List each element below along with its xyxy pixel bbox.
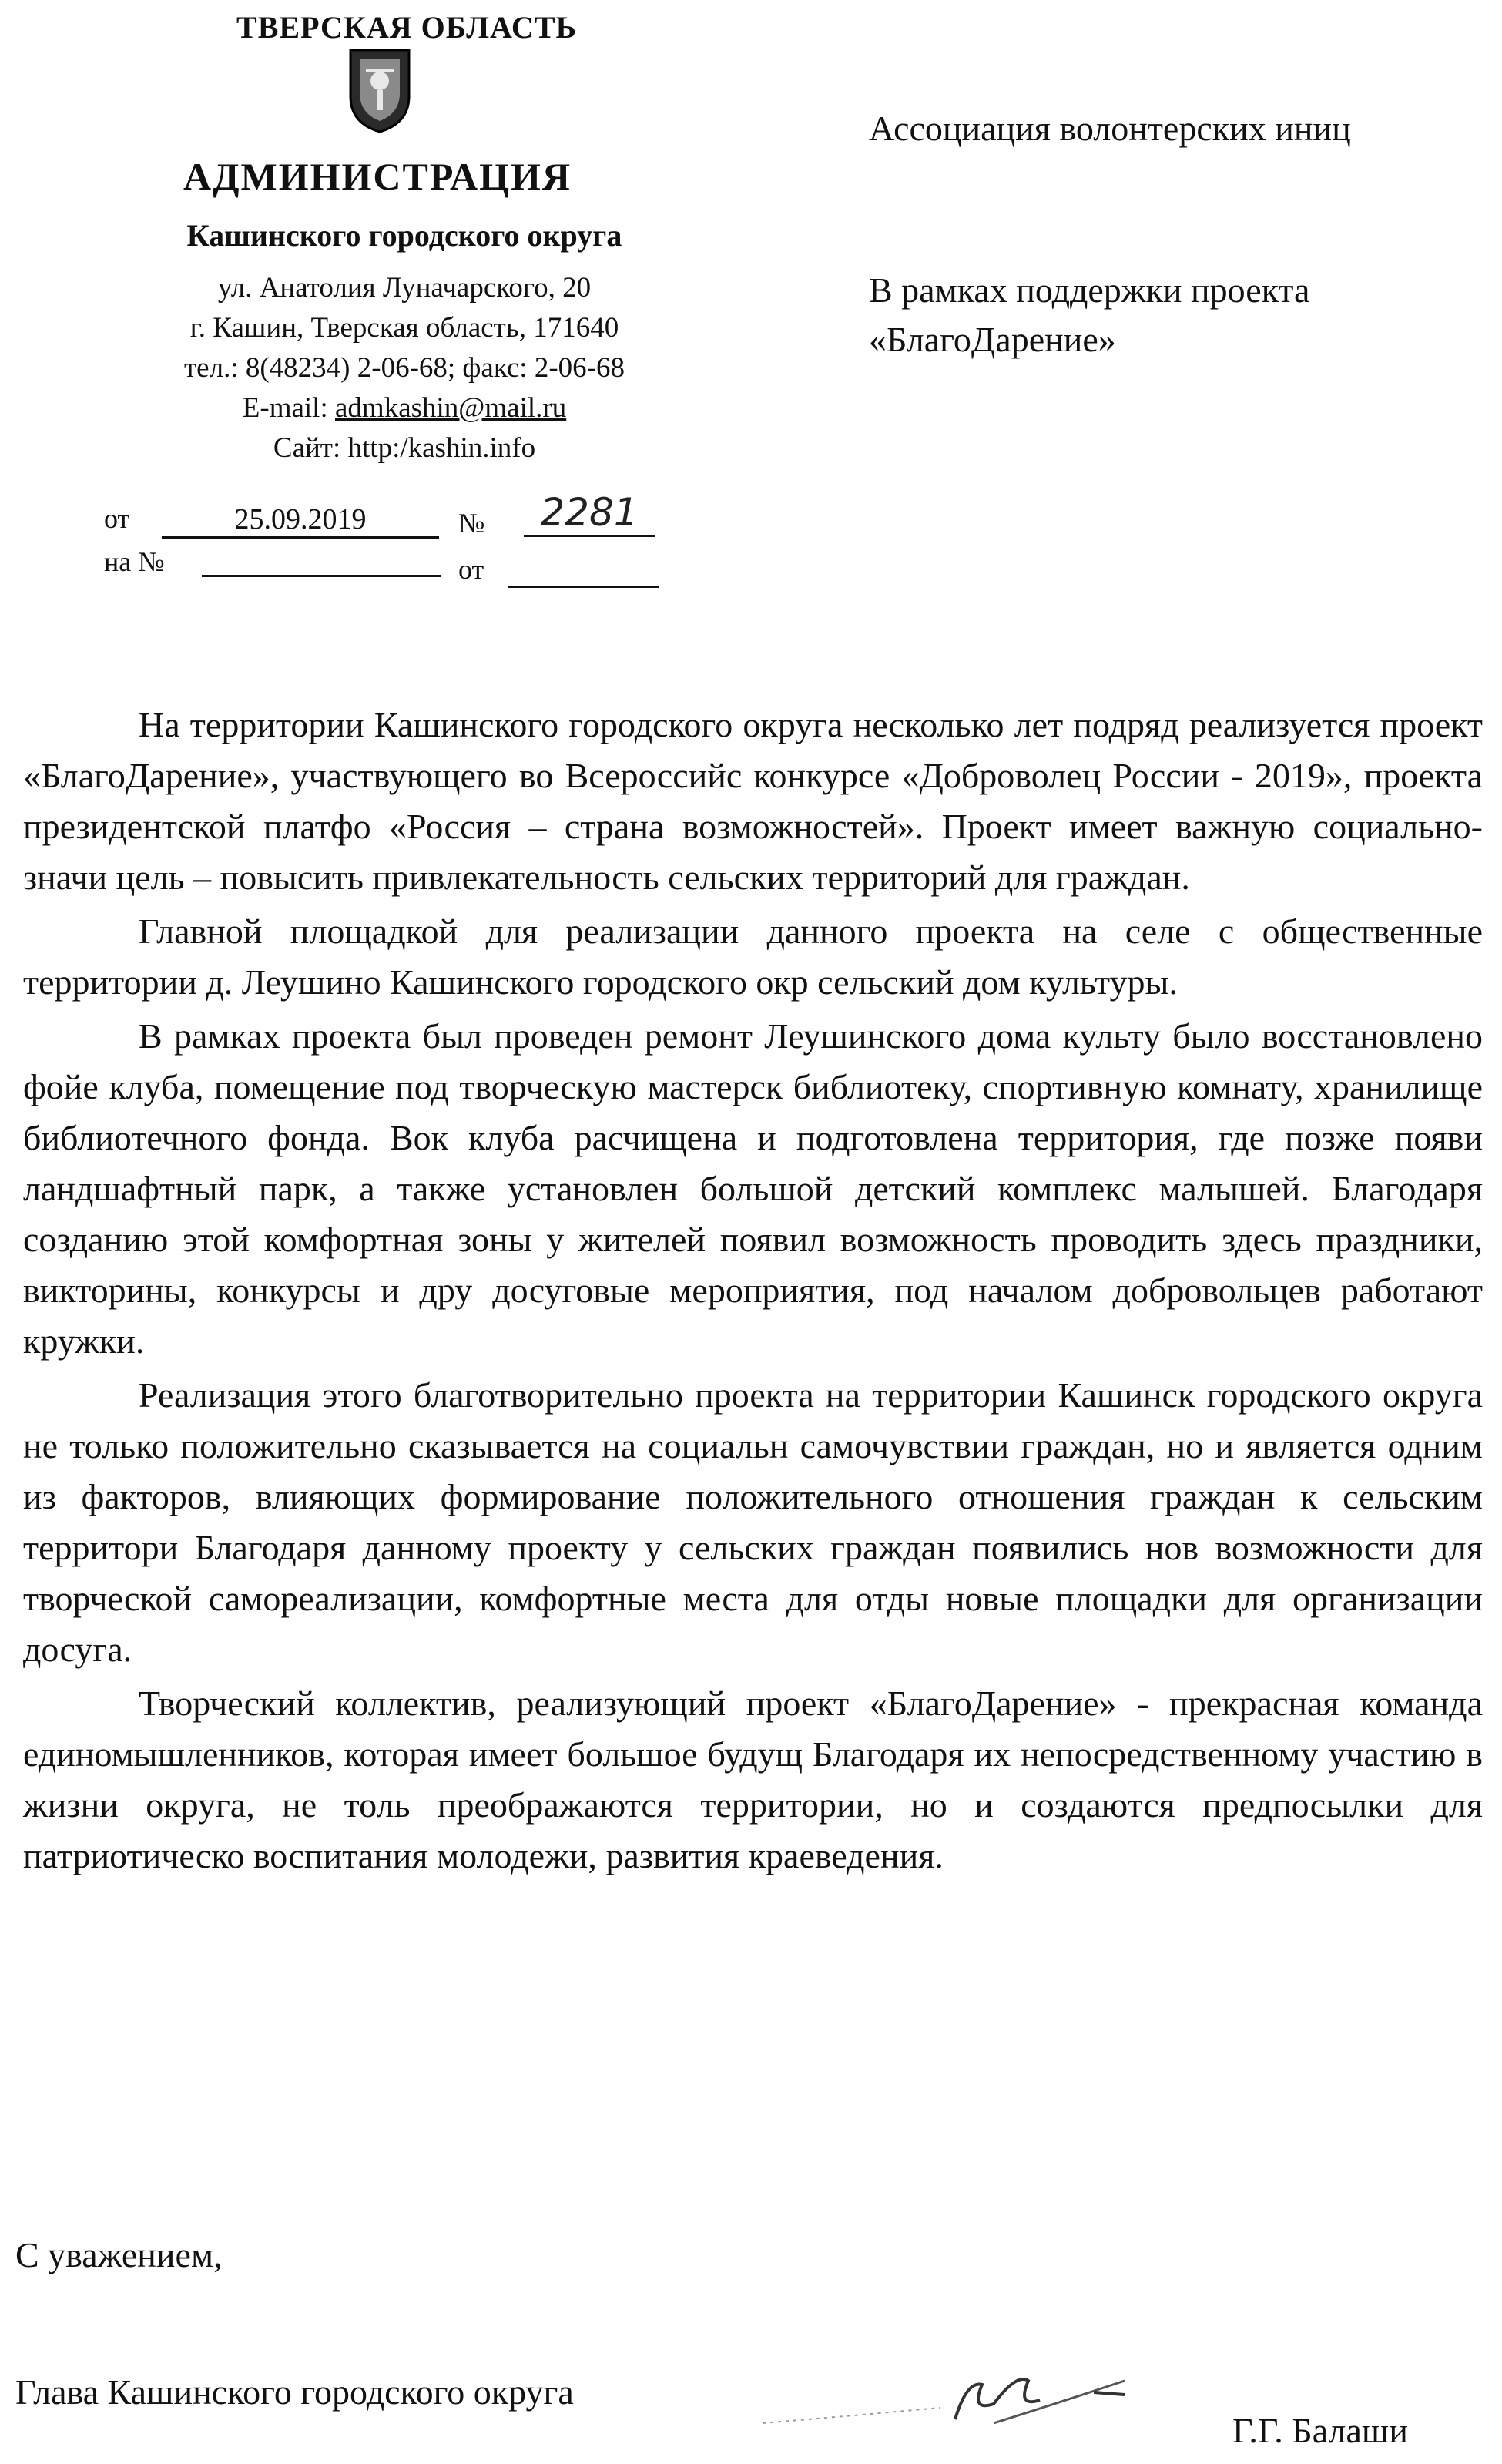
date-label: от — [104, 503, 130, 534]
email-label: E-mail: — [242, 392, 328, 424]
handwritten-signature — [763, 2350, 1194, 2442]
signatory-name: Г.Г. Балаши — [1232, 2411, 1408, 2450]
addressee: Ассоциация волонтерских иниц — [869, 109, 1351, 148]
address-city: г. Кашин, Тверская область, 171640 — [189, 312, 619, 344]
email-link[interactable]: admkashin@mail.ru — [335, 392, 567, 424]
reply-label: на № — [104, 546, 165, 577]
closing: С уважением, — [15, 2235, 223, 2274]
letter-body — [23, 700, 1483, 1885]
project-note: В рамках поддержки проекта «БлагоДарение» — [869, 270, 1310, 359]
letter-date: 25.09.2019 — [162, 502, 439, 539]
reply-from-label: от — [458, 554, 484, 585]
body-paragraph: В рамках проекта был проведен ремонт Леушинского дома культу было восстановлено фойе клуба, помещение под творческую мастерск библиотеку, спортивную комнату, хранилище библиотечного фонда. Вок клуба расчищена и подготовлена территория, где позже появи ландшафтный парк, а также установлен большой детский комплекс малышей. Благодаря созданию этой комфортная зоны у жителей появил возможность проводить здесь праздники, викторины, конкурсы и дру досуговые мероприятия, под началом добровольцев работают кружки. — [23, 1016, 1483, 1361]
reply-number-line — [202, 575, 441, 577]
email-line — [108, 391, 701, 425]
website: Сайт: http:/kashin.info — [273, 432, 536, 464]
address-street: ул. Анатолия Луначарского, 20 — [217, 272, 592, 304]
body-paragraph: Главной площадкой для реализации данного проекта на селе с общественные территории д. Леушино Кашинского городского окр сельский дом культуры. — [23, 911, 1483, 1002]
body-paragraph: Творческий коллектив, реализующий проект «БлагоДарение» - прекрасная команда единомышленников, которая имеет большое будущ Благодаря их непосредственному участию в жизни округа, не толь преображаются территории, но и создаются предпосылки для патриотическо воспитания молодежи, развития краеведения. — [23, 1684, 1483, 1875]
body-paragraph: Реализация этого благотворительно проекта на территории Кашинск городского округа не только положительно сказывается на социальн самочувствии граждан, но и является одним из факторов, влияющих формирование положительного отношения граждан к сельским территори Благодаря данному проекту у сельских граждан появились нов возможности для творческой самореализации, комфортные места для отды новые площадки для организации досуга. — [23, 1375, 1483, 1669]
administration-title: АДМИНИСТРАЦИЯ — [183, 155, 572, 198]
signatory-title: Глава Кашинского городского округа — [15, 2372, 574, 2412]
coat-of-arms-icon — [343, 42, 417, 135]
phone-fax: тел.: 8(48234) 2-06-68; факс: 2-06-68 — [184, 352, 625, 384]
district-name: Кашинского городского округа — [186, 218, 622, 253]
letter-number: 2281 — [524, 490, 655, 537]
body-paragraph: На территории Кашинского городского округа несколько лет подряд реализуется проект «БлагоДарение», участвующего во Всероссийс конкурсе «Доброволец России - 2019», проекта президентской платфо «Россия – страна возможностей». Проект имеет важную социально-значи цель – повысить привлекательность сельских территорий для граждан. — [23, 705, 1483, 897]
number-label: № — [458, 508, 485, 539]
reply-date-line — [508, 586, 659, 588]
region-title: ТВЕРСКАЯ ОБЛАСТЬ — [236, 10, 577, 45]
